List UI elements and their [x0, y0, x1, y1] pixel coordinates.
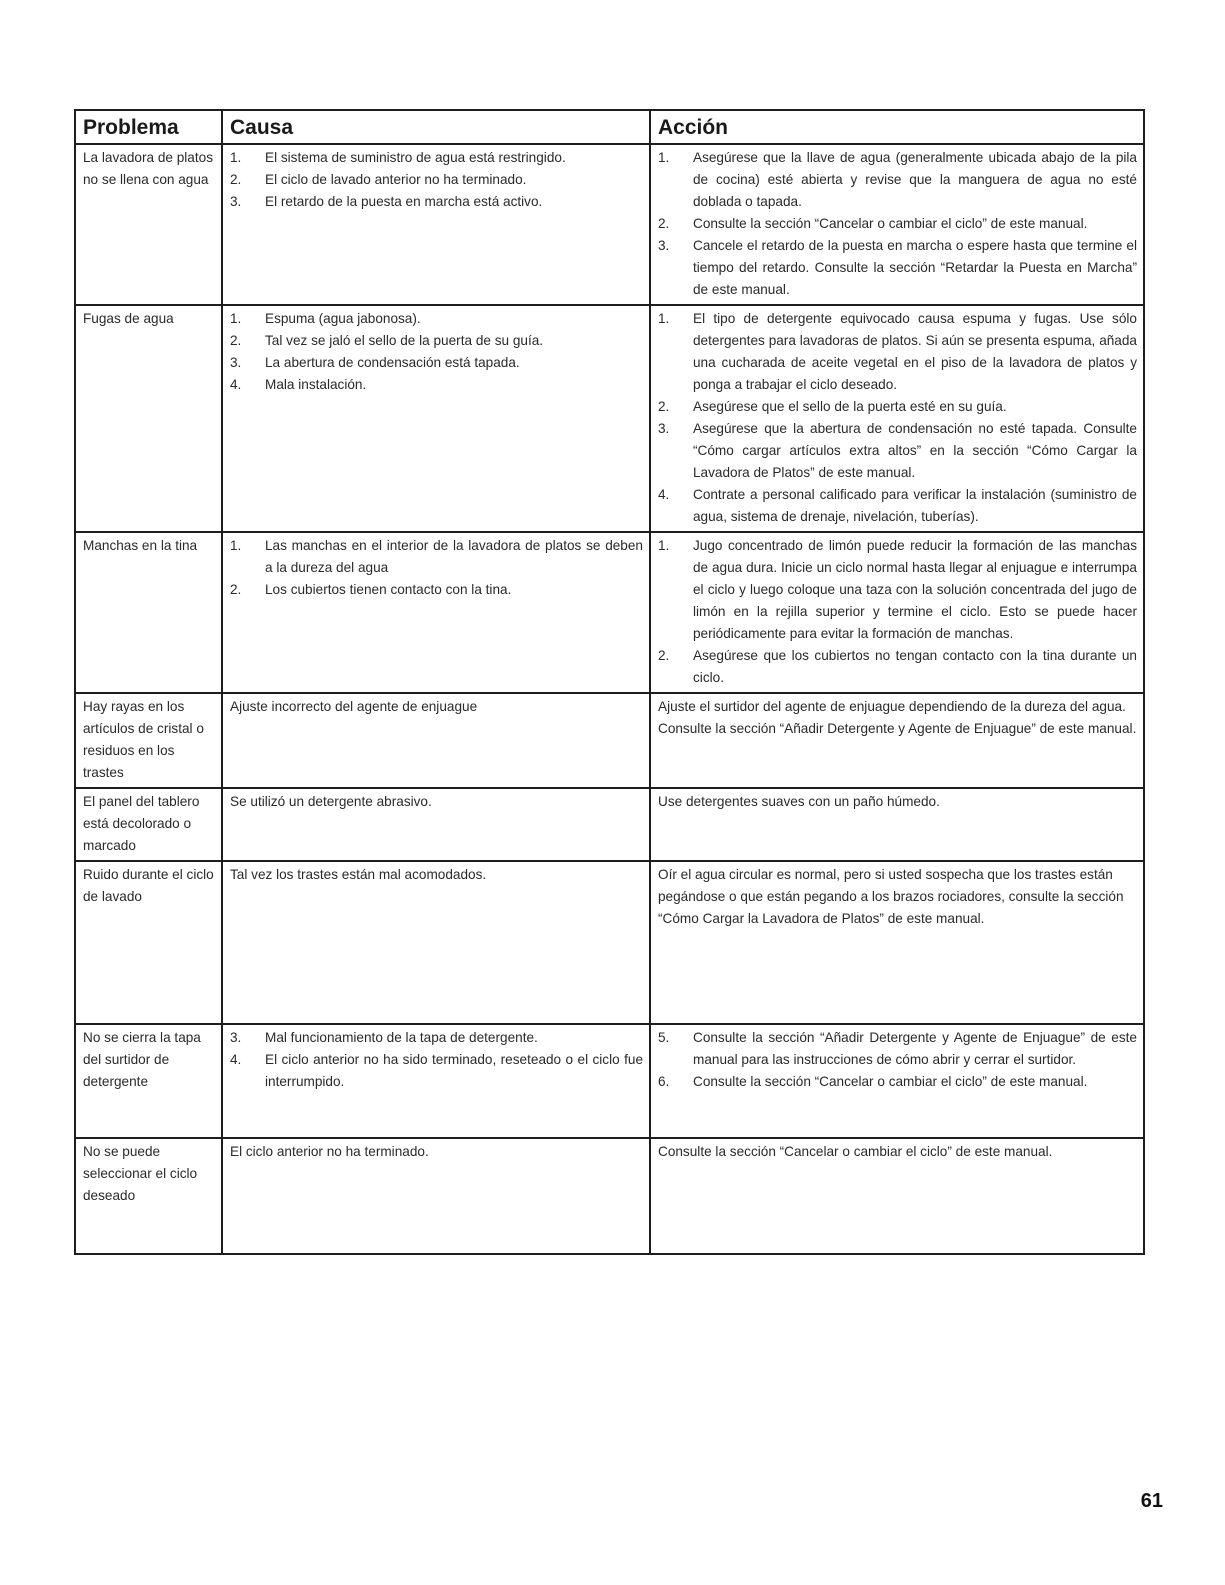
action-cell: Oír el agua circular es normal, pero si usted sospecha que los trastes están pegándose o que están pegando a los brazos rociadores, consulte la sección “Cómo Cargar la Lavadora de Platos” de este manual.	[650, 861, 1144, 1024]
action-cell: Consulte la sección “Cancelar o cambiar el ciclo” de este manual.	[650, 1138, 1144, 1254]
list-item: 1. Las manchas en el interior de la lavadora de platos se deben a la dureza del agua	[230, 538, 643, 575]
table-row	[75, 532, 1144, 693]
problem-cell: La lavadora de platos no se llena con agua	[75, 144, 222, 305]
cause-cell	[222, 1024, 650, 1138]
problem-cell: No se puede seleccionar el ciclo deseado	[75, 1138, 222, 1254]
action-cell: Ajuste el surtidor del agente de enjuague dependiendo de la dureza del agua. Consulte la sección “Añadir Detergente y Agente de Enjuague” de este manual.	[650, 693, 1144, 788]
problem-cell: Manchas en la tina	[75, 532, 222, 693]
list-item: 3. La abertura de condensación está tapada.	[230, 355, 520, 370]
problem-cell: Fugas de agua	[75, 305, 222, 532]
list-item: 3. Mal funcionamiento de la tapa de detergente.	[230, 1030, 538, 1045]
list-item: 2. El ciclo de lavado anterior no ha terminado.	[230, 172, 527, 187]
list-item: 3. El retardo de la puesta en marcha está activo.	[230, 194, 543, 209]
cause-cell: El ciclo anterior no ha terminado.	[222, 1138, 650, 1254]
action-cell	[650, 144, 1144, 305]
list-item: 4. Mala instalación.	[230, 377, 367, 392]
list-item: 2. Asegúrese que los cubiertos no tengan contacto con la tina durante un ciclo.	[658, 648, 1137, 685]
list-item: 1. El sistema de suministro de agua está restringido.	[230, 150, 566, 165]
troubleshooting-table	[74, 109, 1145, 1255]
table-row	[75, 144, 1144, 305]
list-item: 1. Espuma (agua jabonosa).	[230, 311, 421, 326]
list-item: 6. Consulte la sección “Cancelar o cambiar el ciclo” de este manual.	[658, 1074, 1088, 1089]
problem-cell: El panel del tablero está decolorado o marcado	[75, 788, 222, 861]
action-cell: Use detergentes suaves con un paño húmedo.	[650, 788, 1144, 861]
cause-cell	[222, 144, 650, 305]
table-row	[75, 1024, 1144, 1138]
list-item: 2. Los cubiertos tienen contacto con la tina.	[230, 582, 512, 597]
header-row	[75, 110, 1144, 144]
list-item: 3. Asegúrese que la abertura de condensación no esté tapada. Consulte “Cómo cargar artículos extra altos” en la sección “Cómo Cargar la Lavadora de Platos” de este manual.	[658, 421, 1137, 480]
cause-cell: Tal vez los trastes están mal acomodados.	[222, 861, 650, 1024]
action-cell	[650, 1024, 1144, 1138]
action-cell	[650, 532, 1144, 693]
list-item: 1. Jugo concentrado de limón puede reducir la formación de las manchas de agua dura. Inicie un ciclo normal hasta llegar al enjuague e interrumpa el ciclo y luego coloque una taza con la solución concentrada del jugo de limón en la rejilla superior y termine el ciclo. Esto se puede hacer periódicamente para evitar la formación de manchas.	[658, 538, 1137, 641]
list-item: 4. El ciclo anterior no ha sido terminado, reseteado o el ciclo fue interrumpido.	[230, 1052, 643, 1089]
list-item: 5. Consulte la sección “Añadir Detergente y Agente de Enjuague” de este manual para las instrucciones de cómo abrir y cerrar el surtidor.	[658, 1030, 1137, 1067]
cause-cell	[222, 532, 650, 693]
list-item: 1. El tipo de detergente equivocado causa espuma y fugas. Use sólo detergentes para lavadoras de platos. Si aún se presenta espuma, añada una cucharada de aceite vegetal en el piso de la lavadora de platos y ponga a trabajar el ciclo deseado.	[658, 311, 1137, 392]
cause-cell	[222, 305, 650, 532]
list-item: 4. Contrate a personal calificado para verificar la instalación (suministro de agua, sistema de drenaje, nivelación, tuberías).	[658, 487, 1137, 524]
list-item: 2. Tal vez se jaló el sello de la puerta de su guía.	[230, 333, 544, 348]
table-row	[75, 1138, 1144, 1254]
table-row	[75, 305, 1144, 532]
list-item: 3. Cancele el retardo de la puesta en marcha o espere hasta que termine el tiempo del retardo. Consulte la sección “Retardar la Puesta en Marcha” de este manual.	[658, 238, 1137, 297]
problem-cell: No se cierra la tapa del surtidor de detergente	[75, 1024, 222, 1138]
list-item: 2. Asegúrese que el sello de la puerta esté en su guía.	[658, 399, 1007, 414]
list-item: 2. Consulte la sección “Cancelar o cambiar el ciclo” de este manual.	[658, 216, 1088, 231]
table-row	[75, 861, 1144, 1024]
header-causa: Causa	[222, 110, 650, 144]
cause-cell: Se utilizó un detergente abrasivo.	[222, 788, 650, 861]
header-accion: Acción	[650, 110, 1144, 144]
list-item: 1. Asegúrese que la llave de agua (generalmente ubicada abajo de la pila de cocina) esté abierta y revise que la manguera de agua no esté doblada o tapada.	[658, 150, 1137, 209]
table-row	[75, 693, 1144, 788]
problem-cell: Hay rayas en los artículos de cristal o residuos en los trastes	[75, 693, 222, 788]
action-cell	[650, 305, 1144, 532]
problem-cell: Ruido durante el ciclo de lavado	[75, 861, 222, 1024]
table-row	[75, 788, 1144, 861]
cause-cell: Ajuste incorrecto del agente de enjuague	[222, 693, 650, 788]
page-number: 61	[1140, 1490, 1163, 1512]
header-problema: Problema	[75, 110, 222, 144]
